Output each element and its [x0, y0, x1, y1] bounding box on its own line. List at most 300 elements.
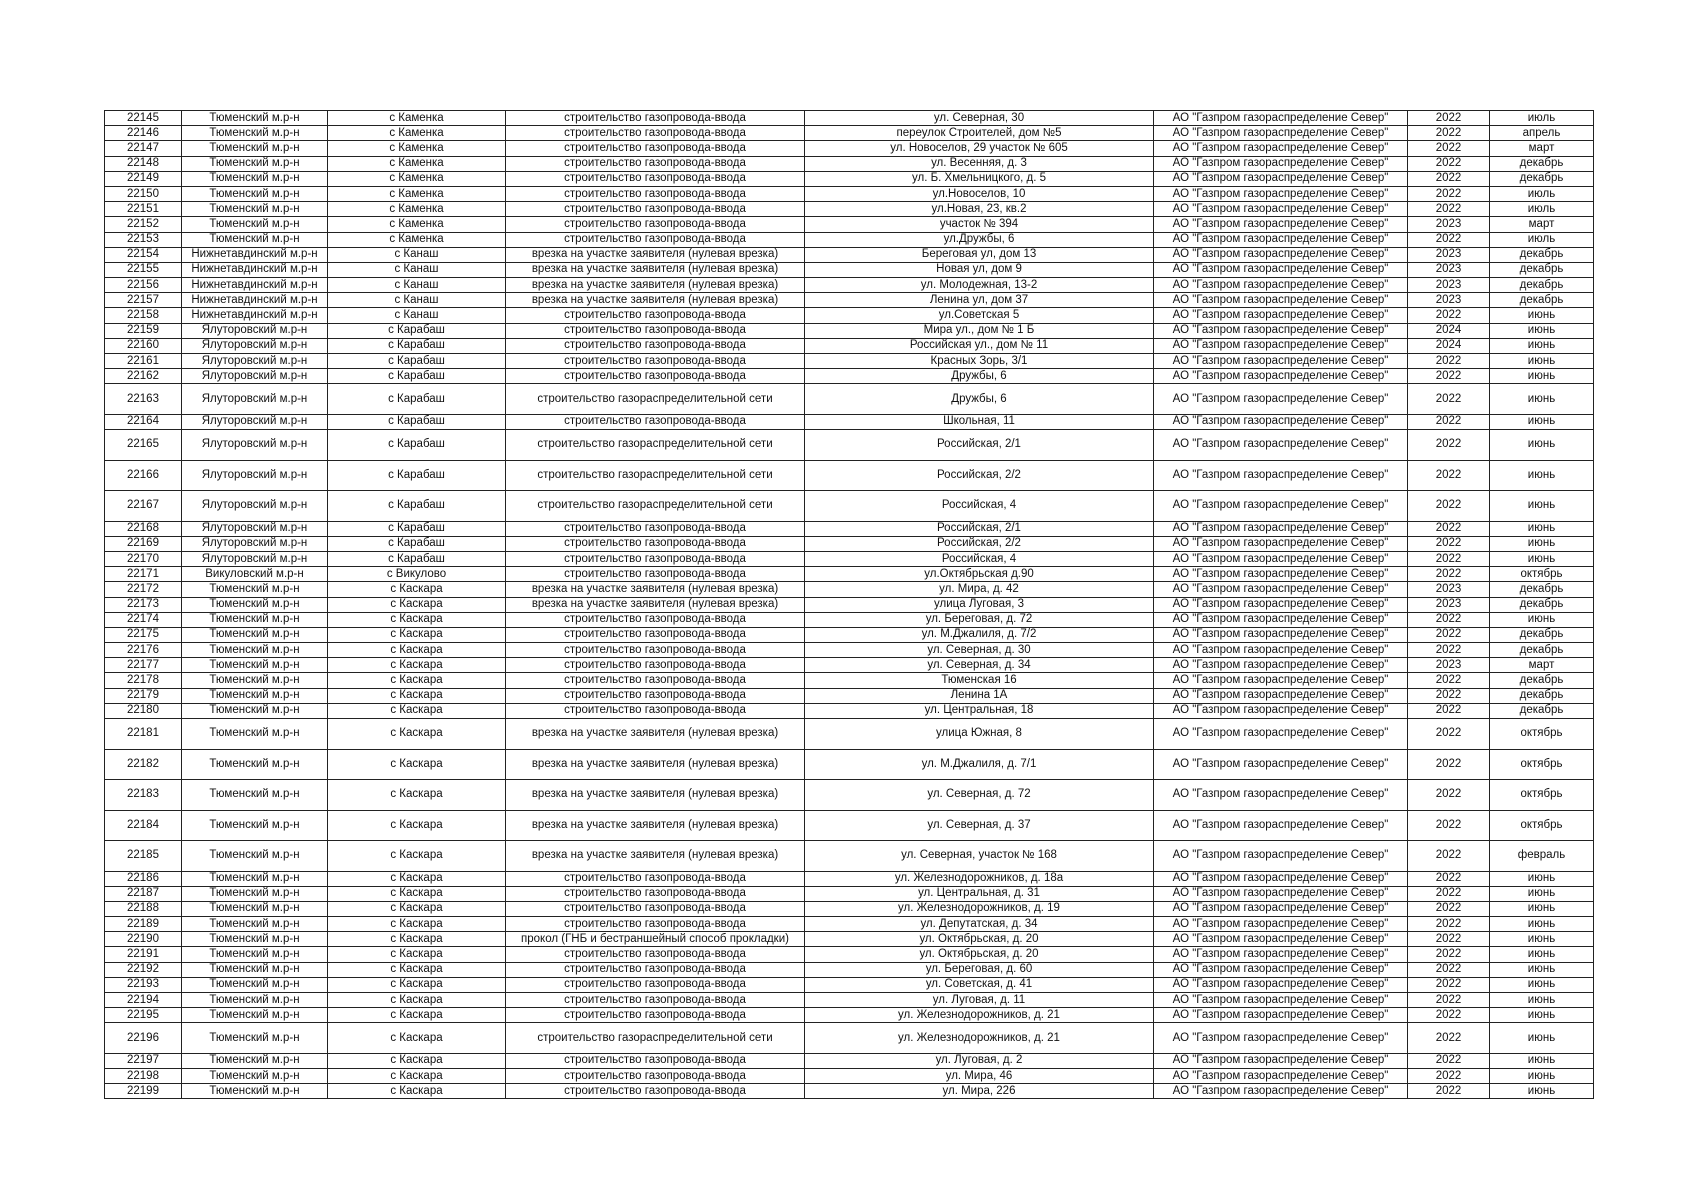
settlement-cell: с Каскара: [328, 886, 506, 901]
district-cell: Тюменский м.р-н: [182, 1069, 328, 1084]
year-cell: 2022: [1408, 126, 1490, 141]
address-cell: Ленина 1А: [805, 688, 1154, 703]
table-row: [105, 156, 1594, 171]
row-number-cell: 22161: [105, 354, 182, 369]
district-cell: Ялуторовский м.р-н: [182, 536, 328, 551]
district-cell: Тюменский м.р-н: [182, 901, 328, 916]
address-cell: ул.Новая, 23, кв.2: [805, 202, 1154, 217]
year-cell: 2022: [1408, 414, 1490, 429]
month-cell: декабрь: [1490, 156, 1594, 171]
district-cell: Тюменский м.р-н: [182, 156, 328, 171]
row-number-cell: 22156: [105, 278, 182, 293]
row-number-cell: 22167: [105, 491, 182, 522]
row-number-cell: 22185: [105, 841, 182, 872]
work-type-cell: строительство газопровода-ввода: [506, 414, 805, 429]
organization-cell: АО "Газпром газораспределение Север": [1154, 1069, 1408, 1084]
settlement-cell: с Карабаш: [328, 460, 506, 491]
work-type-cell: строительство газопровода-ввода: [506, 217, 805, 232]
organization-cell: АО "Газпром газораспределение Север": [1154, 871, 1408, 886]
organization-cell: АО "Газпром газораспределение Север": [1154, 810, 1408, 841]
district-cell: Нижнетавдинский м.р-н: [182, 308, 328, 323]
work-type-cell: строительство газопровода-ввода: [506, 551, 805, 566]
row-number-cell: 22171: [105, 567, 182, 582]
row-number-cell: 22152: [105, 217, 182, 232]
row-number-cell: 22178: [105, 673, 182, 688]
row-number-cell: 22181: [105, 719, 182, 750]
organization-cell: АО "Газпром газораспределение Север": [1154, 186, 1408, 201]
organization-cell: АО "Газпром газораспределение Север": [1154, 369, 1408, 384]
table-row: [105, 612, 1594, 627]
settlement-cell: с Каскара: [328, 901, 506, 916]
table-row: [105, 369, 1594, 384]
address-cell: ул. Северная, д. 30: [805, 643, 1154, 658]
month-cell: февраль: [1490, 841, 1594, 872]
row-number-cell: 22170: [105, 551, 182, 566]
table-row: [105, 627, 1594, 642]
row-number-cell: 22155: [105, 262, 182, 277]
year-cell: 2022: [1408, 171, 1490, 186]
address-cell: ул. Центральная, д. 31: [805, 886, 1154, 901]
row-number-cell: 22174: [105, 612, 182, 627]
table-row: [105, 262, 1594, 277]
table-row: [105, 567, 1594, 582]
row-number-cell: 22150: [105, 186, 182, 201]
address-cell: ул. Железнодорожников, д. 18а: [805, 871, 1154, 886]
work-type-cell: строительство газопровода-ввода: [506, 323, 805, 338]
settlement-cell: с Каскара: [328, 1023, 506, 1054]
row-number-cell: 22182: [105, 749, 182, 780]
row-number-cell: 22186: [105, 871, 182, 886]
month-cell: июнь: [1490, 354, 1594, 369]
table-row: [105, 338, 1594, 353]
organization-cell: АО "Газпром газораспределение Север": [1154, 460, 1408, 491]
settlement-cell: с Каскара: [328, 1008, 506, 1023]
table-row: [105, 658, 1594, 673]
address-cell: ул. Северная, участок № 168: [805, 841, 1154, 872]
table-row: [105, 780, 1594, 811]
table-row: [105, 126, 1594, 141]
month-cell: июнь: [1490, 1053, 1594, 1068]
work-type-cell: строительство газопровода-ввода: [506, 186, 805, 201]
row-number-cell: 22192: [105, 962, 182, 977]
table-row: [105, 1084, 1594, 1099]
district-cell: Тюменский м.р-н: [182, 947, 328, 962]
row-number-cell: 22166: [105, 460, 182, 491]
year-cell: 2022: [1408, 369, 1490, 384]
year-cell: 2022: [1408, 1023, 1490, 1054]
organization-cell: АО "Газпром газораспределение Север": [1154, 141, 1408, 156]
organization-cell: АО "Газпром газораспределение Север": [1154, 901, 1408, 916]
table-row: [105, 414, 1594, 429]
month-cell: октябрь: [1490, 567, 1594, 582]
settlement-cell: с Каскара: [328, 643, 506, 658]
table-row: [105, 673, 1594, 688]
settlement-cell: с Каскара: [328, 658, 506, 673]
work-type-cell: врезка на участке заявителя (нулевая врезка): [506, 262, 805, 277]
address-cell: ул.Дружбы, 6: [805, 232, 1154, 247]
year-cell: 2022: [1408, 673, 1490, 688]
table-row: [105, 111, 1594, 126]
district-cell: Ялуторовский м.р-н: [182, 354, 328, 369]
month-cell: июнь: [1490, 886, 1594, 901]
table-row: [105, 841, 1594, 872]
district-cell: Тюменский м.р-н: [182, 977, 328, 992]
year-cell: 2022: [1408, 932, 1490, 947]
organization-cell: АО "Газпром газораспределение Север": [1154, 156, 1408, 171]
district-cell: Тюменский м.р-н: [182, 111, 328, 126]
address-cell: ул. Мира, 46: [805, 1069, 1154, 1084]
district-cell: Тюменский м.р-н: [182, 597, 328, 612]
organization-cell: АО "Газпром газораспределение Север": [1154, 338, 1408, 353]
row-number-cell: 22190: [105, 932, 182, 947]
month-cell: июль: [1490, 232, 1594, 247]
address-cell: ул. М.Джалиля, д. 7/2: [805, 627, 1154, 642]
table-row: [105, 688, 1594, 703]
district-cell: Тюменский м.р-н: [182, 1084, 328, 1099]
address-cell: ул. Октябрьская, д. 20: [805, 932, 1154, 947]
settlement-cell: с Каменка: [328, 141, 506, 156]
month-cell: июнь: [1490, 384, 1594, 415]
year-cell: 2022: [1408, 886, 1490, 901]
work-type-cell: строительство газопровода-ввода: [506, 1053, 805, 1068]
organization-cell: АО "Газпром газораспределение Север": [1154, 171, 1408, 186]
district-cell: Ялуторовский м.р-н: [182, 460, 328, 491]
organization-cell: АО "Газпром газораспределение Север": [1154, 384, 1408, 415]
table-row: [105, 871, 1594, 886]
work-type-cell: строительство газопровода-ввода: [506, 1008, 805, 1023]
table-row: [105, 323, 1594, 338]
row-number-cell: 22179: [105, 688, 182, 703]
settlement-cell: с Каменка: [328, 217, 506, 232]
year-cell: 2022: [1408, 141, 1490, 156]
work-type-cell: строительство газораспределительной сети: [506, 384, 805, 415]
table-row: [105, 703, 1594, 718]
address-cell: ул. Железнодорожников, д. 21: [805, 1008, 1154, 1023]
district-cell: Тюменский м.р-н: [182, 186, 328, 201]
table-row: [105, 1023, 1594, 1054]
connections-table: [104, 110, 1594, 1099]
organization-cell: АО "Газпром газораспределение Север": [1154, 293, 1408, 308]
month-cell: декабрь: [1490, 597, 1594, 612]
table-row: [105, 932, 1594, 947]
month-cell: декабрь: [1490, 171, 1594, 186]
work-type-cell: строительство газопровода-ввода: [506, 126, 805, 141]
year-cell: 2022: [1408, 977, 1490, 992]
work-type-cell: строительство газопровода-ввода: [506, 354, 805, 369]
work-type-cell: врезка на участке заявителя (нулевая врезка): [506, 719, 805, 750]
organization-cell: АО "Газпром газораспределение Север": [1154, 262, 1408, 277]
district-cell: Ялуторовский м.р-н: [182, 521, 328, 536]
table-row: [105, 643, 1594, 658]
year-cell: 2022: [1408, 156, 1490, 171]
settlement-cell: с Каскара: [328, 749, 506, 780]
organization-cell: АО "Газпром газораспределение Север": [1154, 126, 1408, 141]
row-number-cell: 22188: [105, 901, 182, 916]
address-cell: Ленина ул, дом 37: [805, 293, 1154, 308]
year-cell: 2023: [1408, 278, 1490, 293]
organization-cell: АО "Газпром газораспределение Север": [1154, 232, 1408, 247]
settlement-cell: с Каменка: [328, 171, 506, 186]
settlement-cell: с Каскара: [328, 719, 506, 750]
year-cell: 2022: [1408, 871, 1490, 886]
organization-cell: АО "Газпром газораспределение Север": [1154, 673, 1408, 688]
year-cell: 2024: [1408, 323, 1490, 338]
work-type-cell: строительство газораспределительной сети: [506, 430, 805, 461]
row-number-cell: 22165: [105, 430, 182, 461]
address-cell: Российская, 2/1: [805, 521, 1154, 536]
settlement-cell: с Каскара: [328, 582, 506, 597]
work-type-cell: строительство газопровода-ввода: [506, 521, 805, 536]
year-cell: 2022: [1408, 917, 1490, 932]
settlement-cell: с Карабаш: [328, 369, 506, 384]
table-row: [105, 749, 1594, 780]
address-cell: ул. Северная, д. 37: [805, 810, 1154, 841]
address-cell: ул. Центральная, 18: [805, 703, 1154, 718]
month-cell: июнь: [1490, 1023, 1594, 1054]
row-number-cell: 22187: [105, 886, 182, 901]
district-cell: Тюменский м.р-н: [182, 126, 328, 141]
work-type-cell: врезка на участке заявителя (нулевая врезка): [506, 293, 805, 308]
settlement-cell: с Канаш: [328, 262, 506, 277]
year-cell: 2023: [1408, 658, 1490, 673]
year-cell: 2022: [1408, 521, 1490, 536]
district-cell: Тюменский м.р-н: [182, 871, 328, 886]
address-cell: ул. Новоселов, 29 участок № 605: [805, 141, 1154, 156]
work-type-cell: строительство газопровода-ввода: [506, 171, 805, 186]
table-row: [105, 993, 1594, 1008]
row-number-cell: 22158: [105, 308, 182, 323]
work-type-cell: строительство газопровода-ввода: [506, 917, 805, 932]
address-cell: ул. Северная, д. 72: [805, 780, 1154, 811]
settlement-cell: с Каменка: [328, 111, 506, 126]
district-cell: Тюменский м.р-н: [182, 703, 328, 718]
month-cell: июнь: [1490, 1069, 1594, 1084]
address-cell: ул. Северная, д. 34: [805, 658, 1154, 673]
address-cell: ул. Мира, 226: [805, 1084, 1154, 1099]
year-cell: 2022: [1408, 1069, 1490, 1084]
year-cell: 2022: [1408, 460, 1490, 491]
work-type-cell: врезка на участке заявителя (нулевая врезка): [506, 278, 805, 293]
work-type-cell: строительство газопровода-ввода: [506, 703, 805, 718]
address-cell: Российская ул., дом № 11: [805, 338, 1154, 353]
year-cell: 2022: [1408, 491, 1490, 522]
month-cell: декабрь: [1490, 262, 1594, 277]
table-row: [105, 1008, 1594, 1023]
year-cell: 2022: [1408, 688, 1490, 703]
table-row: [105, 962, 1594, 977]
address-cell: переулок Строителей, дом №5: [805, 126, 1154, 141]
district-cell: Нижнетавдинский м.р-н: [182, 262, 328, 277]
organization-cell: АО "Газпром газораспределение Север": [1154, 354, 1408, 369]
organization-cell: АО "Газпром газораспределение Север": [1154, 749, 1408, 780]
work-type-cell: строительство газопровода-ввода: [506, 871, 805, 886]
work-type-cell: прокол (ГНБ и бестраншейный способ прокладки): [506, 932, 805, 947]
address-cell: ул. Железнодорожников, д. 19: [805, 901, 1154, 916]
settlement-cell: с Каскара: [328, 673, 506, 688]
district-cell: Тюменский м.р-н: [182, 141, 328, 156]
table-body: [105, 111, 1594, 1099]
settlement-cell: с Викулово: [328, 567, 506, 582]
settlement-cell: с Карабаш: [328, 491, 506, 522]
work-type-cell: строительство газопровода-ввода: [506, 886, 805, 901]
organization-cell: АО "Газпром газораспределение Север": [1154, 612, 1408, 627]
month-cell: октябрь: [1490, 810, 1594, 841]
table-row: [105, 186, 1594, 201]
organization-cell: АО "Газпром газораспределение Север": [1154, 536, 1408, 551]
year-cell: 2022: [1408, 354, 1490, 369]
row-number-cell: 22194: [105, 993, 182, 1008]
settlement-cell: с Каскара: [328, 1084, 506, 1099]
district-cell: Ялуторовский м.р-н: [182, 551, 328, 566]
table-row: [105, 491, 1594, 522]
organization-cell: АО "Газпром газораспределение Север": [1154, 247, 1408, 262]
district-cell: Тюменский м.р-н: [182, 810, 328, 841]
district-cell: Тюменский м.р-н: [182, 749, 328, 780]
table-row: [105, 886, 1594, 901]
address-cell: Красных Зорь, 3/1: [805, 354, 1154, 369]
month-cell: июнь: [1490, 947, 1594, 962]
district-cell: Тюменский м.р-н: [182, 841, 328, 872]
row-number-cell: 22176: [105, 643, 182, 658]
month-cell: июнь: [1490, 414, 1594, 429]
address-cell: участок № 394: [805, 217, 1154, 232]
month-cell: март: [1490, 658, 1594, 673]
organization-cell: АО "Газпром газораспределение Север": [1154, 521, 1408, 536]
organization-cell: АО "Газпром газораспределение Север": [1154, 962, 1408, 977]
work-type-cell: строительство газопровода-ввода: [506, 308, 805, 323]
year-cell: 2022: [1408, 232, 1490, 247]
row-number-cell: 22199: [105, 1084, 182, 1099]
work-type-cell: строительство газопровода-ввода: [506, 156, 805, 171]
month-cell: июнь: [1490, 551, 1594, 566]
month-cell: декабрь: [1490, 278, 1594, 293]
organization-cell: АО "Газпром газораспределение Север": [1154, 567, 1408, 582]
organization-cell: АО "Газпром газораспределение Север": [1154, 1008, 1408, 1023]
work-type-cell: врезка на участке заявителя (нулевая врезка): [506, 841, 805, 872]
organization-cell: АО "Газпром газораспределение Север": [1154, 917, 1408, 932]
district-cell: Викуловский м.р-н: [182, 567, 328, 582]
organization-cell: АО "Газпром газораспределение Север": [1154, 932, 1408, 947]
district-cell: Нижнетавдинский м.р-н: [182, 293, 328, 308]
settlement-cell: с Каскара: [328, 917, 506, 932]
year-cell: 2022: [1408, 901, 1490, 916]
district-cell: Тюменский м.р-н: [182, 932, 328, 947]
row-number-cell: 22157: [105, 293, 182, 308]
row-number-cell: 22196: [105, 1023, 182, 1054]
district-cell: Тюменский м.р-н: [182, 780, 328, 811]
table-row: [105, 141, 1594, 156]
work-type-cell: врезка на участке заявителя (нулевая врезка): [506, 810, 805, 841]
year-cell: 2022: [1408, 1084, 1490, 1099]
organization-cell: АО "Газпром газораспределение Север": [1154, 1084, 1408, 1099]
month-cell: июнь: [1490, 491, 1594, 522]
month-cell: июль: [1490, 186, 1594, 201]
year-cell: 2023: [1408, 293, 1490, 308]
year-cell: 2023: [1408, 597, 1490, 612]
row-number-cell: 22173: [105, 597, 182, 612]
year-cell: 2023: [1408, 217, 1490, 232]
table-row: [105, 521, 1594, 536]
address-cell: ул. Береговая, д. 72: [805, 612, 1154, 627]
table-row: [105, 384, 1594, 415]
organization-cell: АО "Газпром газораспределение Север": [1154, 278, 1408, 293]
address-cell: ул. М.Джалиля, д. 7/1: [805, 749, 1154, 780]
year-cell: 2022: [1408, 962, 1490, 977]
month-cell: декабрь: [1490, 688, 1594, 703]
address-cell: ул. Береговая, д. 60: [805, 962, 1154, 977]
table-row: [105, 597, 1594, 612]
organization-cell: АО "Газпром газораспределение Север": [1154, 308, 1408, 323]
row-number-cell: 22160: [105, 338, 182, 353]
year-cell: 2022: [1408, 202, 1490, 217]
district-cell: Ялуторовский м.р-н: [182, 369, 328, 384]
address-cell: Российская, 2/2: [805, 460, 1154, 491]
table-row: [105, 460, 1594, 491]
district-cell: Ялуторовский м.р-н: [182, 414, 328, 429]
organization-cell: АО "Газпром газораспределение Север": [1154, 703, 1408, 718]
settlement-cell: с Каскара: [328, 993, 506, 1008]
month-cell: март: [1490, 217, 1594, 232]
district-cell: Ялуторовский м.р-н: [182, 323, 328, 338]
organization-cell: АО "Газпром газораспределение Север": [1154, 582, 1408, 597]
settlement-cell: с Канаш: [328, 308, 506, 323]
settlement-cell: с Каскара: [328, 612, 506, 627]
organization-cell: АО "Газпром газораспределение Север": [1154, 719, 1408, 750]
district-cell: Тюменский м.р-н: [182, 993, 328, 1008]
year-cell: 2023: [1408, 582, 1490, 597]
district-cell: Ялуторовский м.р-н: [182, 491, 328, 522]
address-cell: ул. Северная, 30: [805, 111, 1154, 126]
month-cell: июнь: [1490, 430, 1594, 461]
month-cell: декабрь: [1490, 247, 1594, 262]
work-type-cell: строительство газопровода-ввода: [506, 977, 805, 992]
settlement-cell: с Каскара: [328, 947, 506, 962]
month-cell: апрель: [1490, 126, 1594, 141]
address-cell: Мира ул., дом № 1 Б: [805, 323, 1154, 338]
district-cell: Нижнетавдинский м.р-н: [182, 278, 328, 293]
address-cell: ул.Новоселов, 10: [805, 186, 1154, 201]
work-type-cell: строительство газопровода-ввода: [506, 627, 805, 642]
organization-cell: АО "Газпром газораспределение Север": [1154, 491, 1408, 522]
district-cell: Тюменский м.р-н: [182, 673, 328, 688]
table-row: [105, 917, 1594, 932]
district-cell: Тюменский м.р-н: [182, 719, 328, 750]
table-row: [105, 810, 1594, 841]
year-cell: 2022: [1408, 111, 1490, 126]
organization-cell: АО "Газпром газораспределение Север": [1154, 993, 1408, 1008]
year-cell: 2022: [1408, 536, 1490, 551]
table-row: [105, 247, 1594, 262]
organization-cell: АО "Газпром газораспределение Север": [1154, 947, 1408, 962]
work-type-cell: строительство газопровода-ввода: [506, 536, 805, 551]
settlement-cell: с Каскара: [328, 1069, 506, 1084]
district-cell: Тюменский м.р-н: [182, 232, 328, 247]
district-cell: Ялуторовский м.р-н: [182, 430, 328, 461]
address-cell: Береговая ул, дом 13: [805, 247, 1154, 262]
settlement-cell: с Карабаш: [328, 338, 506, 353]
month-cell: июнь: [1490, 993, 1594, 1008]
table-row: [105, 977, 1594, 992]
year-cell: 2022: [1408, 627, 1490, 642]
table-row: [105, 354, 1594, 369]
settlement-cell: с Карабаш: [328, 354, 506, 369]
address-cell: Дружбы, 6: [805, 384, 1154, 415]
year-cell: 2022: [1408, 612, 1490, 627]
table-row: [105, 536, 1594, 551]
month-cell: июнь: [1490, 369, 1594, 384]
month-cell: декабрь: [1490, 293, 1594, 308]
table-row: [105, 719, 1594, 750]
